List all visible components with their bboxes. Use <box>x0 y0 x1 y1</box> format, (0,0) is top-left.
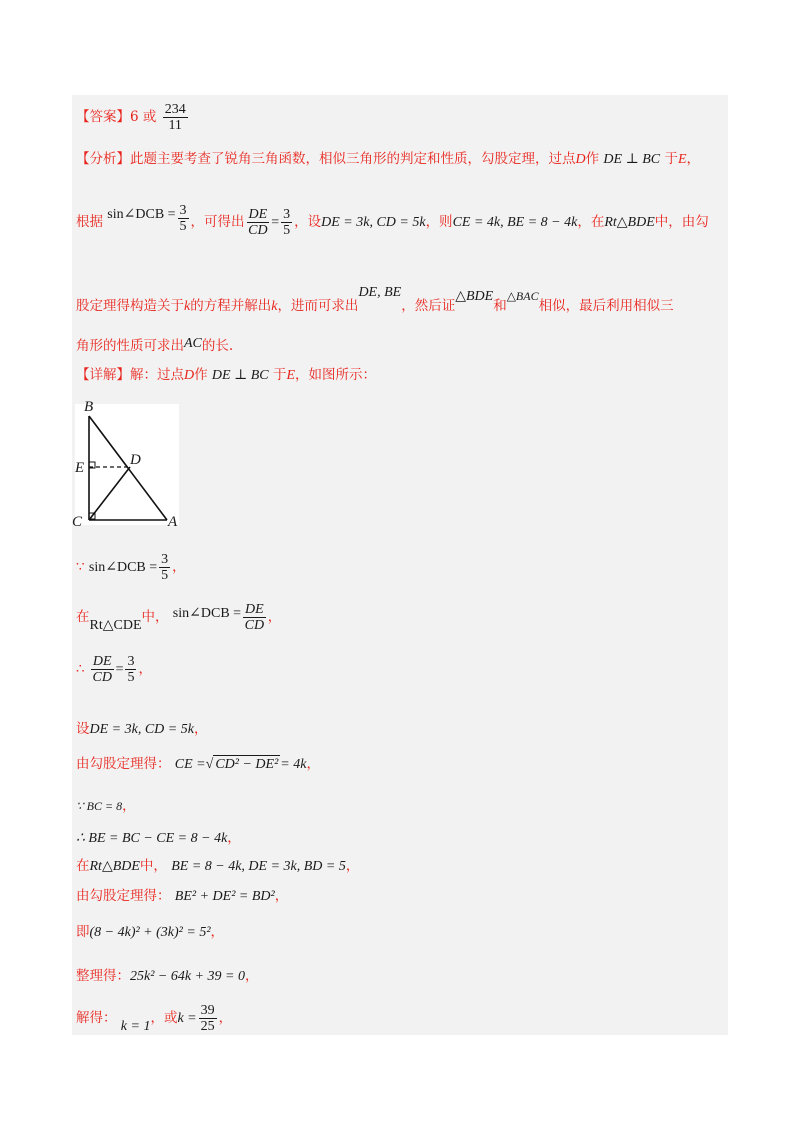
math-expression: DE, BE <box>358 285 402 300</box>
analysis-text: 于 <box>664 151 678 167</box>
segment-cd <box>89 467 130 520</box>
vertex-label-c: C <box>72 514 83 530</box>
math-expression: sin∠DCB = <box>88 560 158 575</box>
fraction-numerator: 39 <box>200 1003 215 1018</box>
math-expression: △BAC <box>506 289 539 303</box>
triangle-diagram <box>75 404 179 525</box>
step-6 <box>76 797 136 815</box>
vertex-label-b: B <box>84 399 94 415</box>
vertex-label-e: E <box>75 460 85 476</box>
punctuation: ， <box>686 151 700 167</box>
fraction-denominator: CD <box>244 618 265 633</box>
detail-text: 在 <box>76 609 90 625</box>
fraction-numerator: DE <box>92 654 112 669</box>
fraction-numerator: DE <box>245 602 264 617</box>
analysis-text: ，在 <box>577 214 605 230</box>
step-1 <box>76 552 186 583</box>
math-expression: Rt△CDE <box>89 618 142 633</box>
math-expression: DE = 3k, CD = 5k <box>321 215 426 230</box>
fraction-denominator: 11 <box>168 118 182 133</box>
step-9 <box>76 887 288 906</box>
math-expression: = <box>271 215 280 230</box>
fraction-numerator: 3 <box>127 654 135 669</box>
analysis-line-3 <box>76 285 674 316</box>
fraction <box>247 207 270 238</box>
analysis-text: ，设 <box>294 214 322 230</box>
math-var: k <box>184 299 191 314</box>
detail-text: 解得： <box>76 1010 117 1026</box>
math-var: k <box>271 299 278 314</box>
analysis-line-4 <box>76 337 233 356</box>
detail-text: 解：过点 <box>130 367 184 383</box>
math-expression: BE² + DE² = BD² <box>174 889 275 904</box>
punctuation: ， <box>345 858 360 874</box>
fraction-numerator: 3 <box>161 552 169 567</box>
math-expression: Rt△BDE <box>604 215 655 230</box>
detail-text: 即 <box>76 924 90 940</box>
math-expression: k = 1 <box>120 1019 151 1034</box>
step-10 <box>76 923 224 942</box>
detail-text: ，如图所示： <box>295 367 376 383</box>
vertex-label-d: D <box>130 452 141 468</box>
analysis-text: 此题主要考查了锐角三角函数，相似三角形的判定和性质，勾股定理，过点 <box>130 151 576 167</box>
detail-text: 由勾股定理得： <box>76 888 171 904</box>
answer-tag: 【答案】 <box>76 109 130 125</box>
math-expression: = <box>115 662 124 677</box>
math-var: D <box>575 152 586 167</box>
therefore-symbol: ∴ <box>76 661 85 677</box>
math-expression: BE = 8 − 4k, DE = 3k, BD = 5 <box>171 859 346 874</box>
analysis-text: 相似，最后利用相似三 <box>538 298 674 314</box>
punctuation: ， <box>122 798 136 814</box>
fraction-numerator: 3 <box>179 203 187 218</box>
fraction-denominator: CD <box>92 670 112 685</box>
detail-text: 在 <box>76 858 90 874</box>
punctuation: ， <box>274 888 289 904</box>
step-11 <box>76 967 258 986</box>
fraction-denominator: 5 <box>179 219 187 234</box>
punctuation: ， <box>172 559 186 575</box>
fraction-denominator: CD <box>248 223 268 238</box>
sqrt-symbol: √ <box>205 757 214 772</box>
detail-text: 作 <box>194 367 208 383</box>
detail-tag: 【详解】 <box>76 367 130 383</box>
fraction <box>178 203 189 234</box>
math-expression: △BDE <box>455 289 494 304</box>
math-expression: DE ⊥ BC <box>211 368 269 383</box>
analysis-text: 作 <box>585 151 600 167</box>
answer-line <box>76 102 190 133</box>
analysis-text: ，然后证 <box>401 298 456 314</box>
math-expression: ∴ BE = BC − CE = 8 − 4k <box>76 831 228 846</box>
step-4 <box>76 720 207 739</box>
because-symbol: ∵ <box>76 559 85 575</box>
fraction-denominator: 5 <box>127 670 135 685</box>
math-var: E <box>286 368 295 383</box>
detail-text: 整理得： <box>76 968 130 984</box>
punctuation: ， <box>244 968 259 984</box>
math-expression: AC <box>184 336 202 351</box>
math-expression: CE = <box>174 757 206 772</box>
fraction <box>199 1003 217 1034</box>
sqrt-radicand: CD² − DE² <box>215 757 279 772</box>
detail-text: 设 <box>76 721 90 737</box>
fraction-numerator: 234 <box>164 102 186 117</box>
punctuation: ， <box>218 1010 233 1026</box>
analysis-text: 的长. <box>201 338 234 354</box>
analysis-text: 角形的性质可求出 <box>76 338 184 354</box>
fraction <box>243 602 266 633</box>
analysis-text: 的方程并解出 <box>190 298 272 314</box>
math-expression: sin∠DCB = <box>107 207 176 222</box>
math-expression: ∵ BC = 8 <box>76 799 123 813</box>
math-var: E <box>677 152 687 167</box>
detail-text: 由勾股定理得： <box>76 756 171 772</box>
fraction-denominator: 5 <box>161 568 169 583</box>
analysis-text: ，可得出 <box>190 214 245 230</box>
punctuation: ， <box>227 830 241 846</box>
analysis-text: ，则 <box>425 214 453 230</box>
math-expression: sin∠DCB = <box>172 606 242 621</box>
analysis-line-2 <box>76 203 709 238</box>
math-expression: CE = 4k, BE = 8 − 4k <box>452 215 578 230</box>
detail-text: ，或 <box>150 1010 178 1026</box>
detail-text: 中， <box>139 858 167 874</box>
math-expression: (8 − 4k)² + (3k)² = 5² <box>89 925 211 940</box>
math-expression: = 4k <box>280 757 307 772</box>
answer-fraction <box>163 102 188 133</box>
detail-text: 于 <box>272 367 287 383</box>
step-12 <box>76 1003 232 1034</box>
punctuation: ， <box>210 924 225 940</box>
fraction <box>125 654 136 685</box>
fraction-denominator: 25 <box>200 1019 215 1034</box>
fraction <box>91 654 114 685</box>
vertex-label-a: A <box>168 514 178 530</box>
math-expression: 25k² − 64k + 39 = 0 <box>130 969 245 984</box>
fraction <box>159 552 170 583</box>
punctuation: ， <box>138 661 152 677</box>
math-var: D <box>184 368 195 383</box>
analysis-text: 股定理得构造关于 <box>76 298 184 314</box>
analysis-line-1 <box>76 150 700 169</box>
step-7 <box>76 829 241 848</box>
analysis-text: 中，由勾 <box>654 214 709 230</box>
answer-value: 6 或 <box>130 109 157 125</box>
step-3 <box>76 654 152 685</box>
step-8 <box>76 857 359 876</box>
step-2 <box>76 602 281 633</box>
punctuation: ， <box>193 721 208 737</box>
detail-text: 中， <box>141 609 169 625</box>
analysis-text: ，进而可求出 <box>277 298 359 314</box>
fraction-denominator: 5 <box>283 223 291 238</box>
math-expression: k = <box>177 1011 197 1026</box>
analysis-text: 根据 <box>76 214 103 230</box>
detail-intro <box>76 366 376 385</box>
geometry-figure <box>72 399 179 530</box>
fraction-numerator: DE <box>248 207 268 222</box>
fraction <box>281 207 292 238</box>
punctuation: ， <box>267 609 282 625</box>
math-expression: Rt△BDE <box>89 859 140 874</box>
math-expression: DE = 3k, CD = 5k <box>89 722 194 737</box>
fraction-numerator: 3 <box>283 207 291 222</box>
math-expression: DE ⊥ BC <box>603 152 661 167</box>
punctuation: ， <box>306 756 320 772</box>
analysis-text: 和 <box>493 298 507 314</box>
step-5 <box>76 755 320 774</box>
analysis-tag: 【分析】 <box>76 151 130 167</box>
